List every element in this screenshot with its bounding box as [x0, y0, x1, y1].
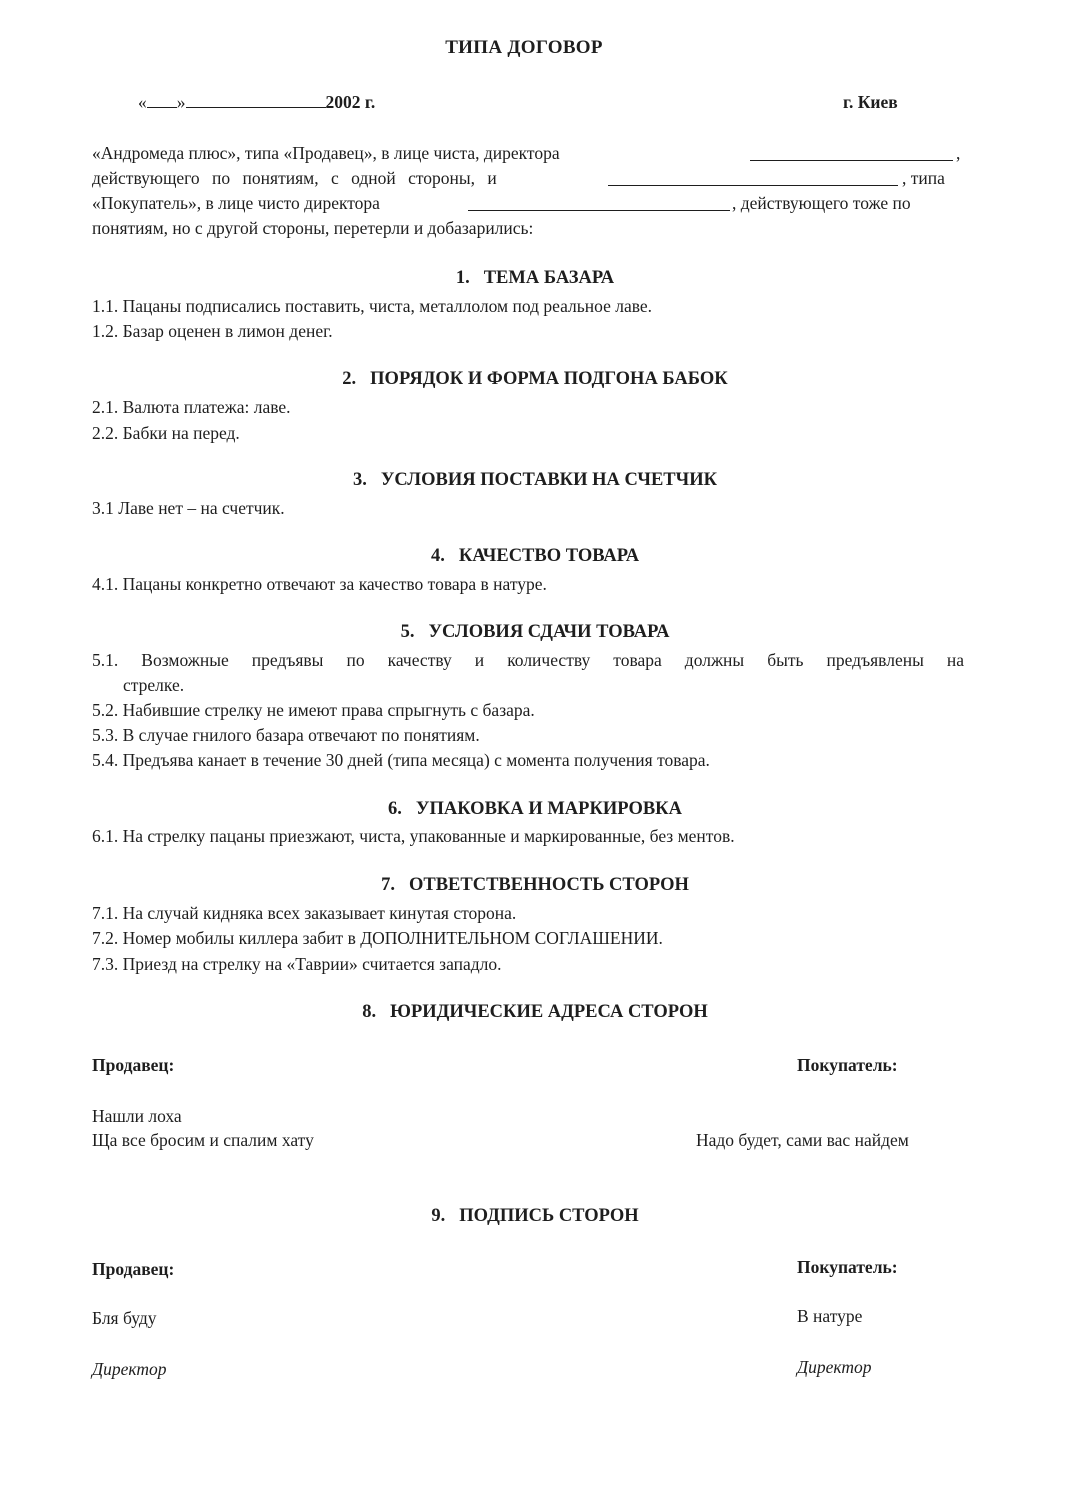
- signature-seller-label: Продавец:: [92, 1259, 175, 1279]
- section-title: ПОРЯДОК И ФОРМА ПОДГОНА БАБОК: [370, 369, 728, 389]
- section-heading-1: [0, 268, 1070, 289]
- date-day-blank: [147, 93, 177, 108]
- section-heading-8: [0, 1002, 1070, 1023]
- section-title: УПАКОВКА И МАРКИРОВКА: [415, 799, 682, 819]
- clause-4-1: 4.1. Пацаны конкретно отвечают за качество товара в натуре.: [92, 574, 547, 594]
- intro-line-1-end: ,: [956, 143, 961, 163]
- buyer-signature: В натуре: [797, 1306, 863, 1326]
- address-seller-label: Продавец:: [92, 1055, 175, 1075]
- intro-paragraph: [92, 141, 964, 241]
- clause-1-1: 1.1. Пацаны подписались поставить, чиста, металлолом под реальное лаве.: [92, 296, 653, 316]
- clause-5-1: [92, 650, 964, 671]
- intro-line-3-end: , действующего тоже по: [732, 193, 911, 213]
- section-heading-3: [0, 470, 1070, 491]
- clause-5-4: 5.4. Предъява канает в течение 30 дней (типа месяца) с момента получения товара.: [92, 750, 710, 770]
- date-close-quote: »: [176, 92, 186, 112]
- clause-5-1-continuation: стрелке.: [123, 675, 185, 695]
- clause-2-2: 2.2. Бабки на перед.: [92, 423, 240, 443]
- date-month-blank: [186, 93, 326, 108]
- section-number: 2.: [342, 369, 357, 389]
- clause-1-2: 1.2. Базар оценен в лимон денег.: [92, 321, 333, 341]
- clause-6-1: 6.1. На стрелку пацаны приезжают, чиста, упакованные и маркированные, без ментов.: [92, 826, 735, 846]
- section-title: УСЛОВИЯ СДАЧИ ТОВАРА: [428, 622, 670, 642]
- section-number: 1.: [455, 268, 470, 288]
- document-title: ТИПА ДОГОВОР: [445, 37, 603, 58]
- clause-5-3: 5.3. В случае гнилого базара отвечают по понятиям.: [92, 725, 480, 745]
- intro-line-2: действующего по понятиям, с одной стороны, и: [92, 168, 497, 188]
- intro-line-1: «Андромеда плюс», типа «Продавец», в лице чиста, директора: [92, 143, 560, 163]
- seller-role: Директор: [92, 1359, 167, 1379]
- section-number: 5.: [400, 622, 415, 642]
- buyer-director-blank: [468, 196, 730, 211]
- section-heading-4: [0, 546, 1070, 567]
- section-number: 6.: [388, 799, 402, 819]
- address-buyer-label: Покупатель:: [797, 1055, 898, 1075]
- clause-7-1: 7.1. На случай кидняка всех заказывает кинутая сторона.: [92, 903, 517, 923]
- buyer-address-line-1: Надо будет, сами вас найдем: [696, 1130, 909, 1150]
- seller-director-blank: [750, 146, 953, 161]
- date-open-quote: «: [138, 92, 147, 112]
- seller-address-line-1: Нашли лоха: [92, 1106, 182, 1126]
- section-title: ПОДПИСЬ СТОРОН: [459, 1206, 639, 1226]
- seller-signature: Бля буду: [92, 1308, 157, 1328]
- section-title: КАЧЕСТВО ТОВАРА: [458, 546, 640, 566]
- signature-buyer-label: Покупатель:: [797, 1257, 898, 1277]
- buyer-role: Директор: [797, 1357, 872, 1377]
- section-title: ТЕМА БАЗАРА: [483, 268, 615, 288]
- section-heading-9: [0, 1206, 1070, 1227]
- clause-7-2: 7.2. Номер мобилы киллера забит в ДОПОЛНИТЕЛЬНОМ СОГЛАШЕНИИ.: [92, 928, 663, 948]
- clause-2-1: 2.1. Валюта платежа: лаве.: [92, 397, 291, 417]
- section-title: УСЛОВИЯ ПОСТАВКИ НА СЧЕТЧИК: [380, 470, 718, 490]
- section-heading-2: [0, 369, 1070, 390]
- section-number: 8.: [362, 1002, 377, 1022]
- section-heading-6: [0, 799, 1070, 820]
- intro-line-4: понятиям, но с другой стороны, перетерли и добазарились:: [92, 218, 534, 238]
- clause-7-3: 7.3. Приезд на стрелку на «Таврии» считается западло.: [92, 954, 502, 974]
- buyer-name-blank: [608, 171, 898, 186]
- section-number: 4.: [430, 546, 445, 566]
- section-title: ОТВЕТСТВЕННОСТЬ СТОРОН: [408, 875, 689, 895]
- section-number: 7.: [381, 875, 395, 895]
- section-title: ЮРИДИЧЕСКИЕ АДРЕСА СТОРОН: [390, 1002, 708, 1022]
- clause-5-1-line: 5.1. Возможные предъявы по качеству и количеству товара должны быть предъявлены на: [92, 650, 964, 670]
- date-line: [138, 92, 375, 113]
- date-year: 2002 г.: [325, 92, 376, 112]
- section-number: 9.: [431, 1206, 446, 1226]
- intro-line-2-end: , типа: [902, 168, 945, 188]
- clause-5-2: 5.2. Набившие стрелку не имеют права спрыгнуть с базара.: [92, 700, 535, 720]
- seller-address-line-2: Ща все бросим и спалим хату: [92, 1130, 314, 1150]
- section-heading-5: [0, 622, 1070, 643]
- city: г. Киев: [843, 92, 898, 112]
- intro-line-3: «Покупатель», в лице чисто директора: [92, 193, 380, 213]
- clause-3-1: 3.1 Лаве нет – на счетчик.: [92, 498, 285, 518]
- section-number: 3.: [352, 470, 367, 490]
- section-heading-7: [0, 875, 1070, 896]
